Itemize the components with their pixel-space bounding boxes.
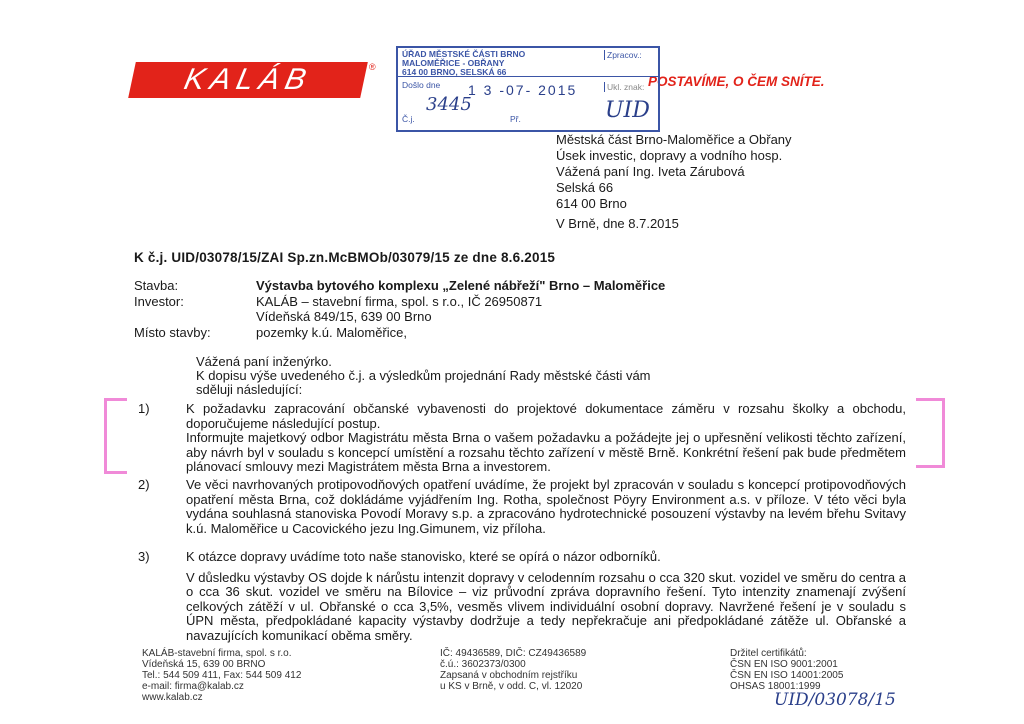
item-paragraph: Ve věci navrhovaných protipovodňových opatření uvádíme, že projekt byl zpracován v souladu s koncepcí protipovodňových opatření města Brna, což dokládáme vyjádřením Ing. Rotha, společnost Pöyry Environment a.s. v příloze. V této věci byla vydána souhlasná stanoviska Povodí Moravy s.p. a zpracováno hydrotechnické posouzení výstavby na levém břehu Svitavy k.ú. Maloměřice u Cacovického jezu Ing.Gimunem, viz příloha. — [186, 477, 906, 536]
highlight-bracket-left — [104, 398, 127, 474]
footer-line: ČSN EN ISO 9001:2001 — [730, 659, 838, 670]
stamp-authority — [402, 50, 598, 77]
investor-value: KALÁB – stavební firma, spol. s r.o., IČ 26950871 — [256, 293, 543, 309]
item-number: 3) — [138, 549, 150, 564]
footer-certificates — [730, 648, 843, 692]
item-paragraph: Informujte majetkový odbor Magistrátu města Brna o vašem požadavku a požádejte jej o upřesnění velikosti těchto zařízení, aby návrh byl v souladu s koncepcí umístění a rozsahu těchto zařízení v městě Brně. Konkrétní řešení pak bude předmětem plánovací smlouvy mezi Magistrátem města Brna a investorem. — [186, 430, 906, 474]
kalab-logo: KALÁB — [128, 62, 368, 98]
footer-line: KALÁB-stavební firma, spol. s r.o. — [142, 648, 292, 659]
handwritten-number: 3445 — [426, 94, 472, 115]
stamp-processor-label: Zpracov.: — [604, 50, 657, 60]
recipient-address — [556, 132, 792, 212]
construction-value: Výstavba bytového komplexu „Zelené nábřeží" Brno – Maloměřice — [256, 278, 666, 293]
site-label: Místo stavby: — [134, 324, 211, 340]
item-paragraph: K otázce dopravy uvádíme toto naše stanovisko, které se opírá o názor odborníků. — [186, 549, 661, 564]
site-row — [134, 325, 665, 341]
reference-line: K č.j. UID/03078/15/ZAI Sp.zn.McBMOb/03079/15 ze dne 8.6.2015 — [134, 250, 556, 265]
stamp-authority-line: 614 00 BRNO, SELSKÁ 66 — [402, 67, 507, 77]
footer-line: ČSN EN ISO 14001:2005 — [730, 670, 844, 681]
letter-date: V Brně, dne 8.7.2015 — [556, 216, 679, 231]
project-meta — [134, 278, 665, 340]
investor-row — [134, 294, 665, 310]
footer-line: Tel.: 544 509 411, Fax: 544 509 412 — [142, 670, 302, 681]
recipient-line: Selská 66 — [556, 180, 614, 195]
stamp-received-date: 1 3 -07- 2015 — [468, 82, 578, 98]
footer-line: IČ: 49436589, DIČ: CZ49436589 — [440, 648, 587, 659]
footer-line: OHSAS 18001:1999 — [730, 681, 821, 692]
highlight-bracket-right — [916, 398, 945, 468]
handwritten-code: UID — [605, 98, 650, 123]
investor-address: Vídeňská 849/15, 639 00 Brno — [256, 309, 432, 324]
greeting-line: K dopisu výše uvedeného č.j. a výsledkům projednání Rady městské části vám — [196, 368, 651, 383]
stamp-authority-line: ÚŘAD MĚSTSKÉ ČÁSTI BRNO — [402, 49, 526, 59]
recipient-line: Městská část Brno-Maloměřice a Obřany — [556, 132, 792, 147]
recipient-line: Vážená paní Ing. Iveta Zárubová — [556, 164, 745, 179]
footer-line: č.ú.: 3602373/0300 — [440, 659, 526, 670]
item-number: 1) — [138, 401, 150, 416]
recipient-line: Úsek investic, dopravy a vodního hosp. — [556, 148, 783, 163]
footer-line: u KS v Brně, v odd. C, vl. 12020 — [440, 681, 583, 692]
footer-website[interactable]: www.kalab.cz — [142, 692, 203, 703]
construction-row — [134, 278, 665, 294]
investor-label: Investor: — [134, 293, 184, 309]
item-text — [186, 402, 906, 475]
greeting — [196, 355, 651, 397]
item-number: 2) — [138, 477, 150, 492]
footer-line: Zapsaná v obchodním rejstříku — [440, 670, 578, 681]
investor-address-row — [134, 309, 665, 325]
item-text — [186, 478, 906, 536]
greeting-line: Vážená paní inženýrko. — [196, 354, 332, 369]
site-value: pozemky k.ú. Maloměřice, — [256, 324, 407, 340]
stamp-authority-line: MALOMĚŘICE - OBŘANY — [402, 58, 505, 68]
construction-label: Stavba: — [134, 278, 179, 293]
stamp-attachments-label: Př. — [510, 114, 521, 124]
stamp-received-label: Došlo dne — [402, 80, 441, 90]
footer-line: Vídeňská 15, 639 00 BRNO — [142, 659, 266, 670]
handwritten-bottom-ref: UID/03078/15 — [774, 690, 896, 710]
company-slogan: POSTAVÍME, O ČEM SNÍTE. — [648, 74, 825, 89]
item-paragraph: V důsledku výstavby OS dojde k nárůstu intenzit dopravy v celodenním rozsahu o cca 320 skut. vozidel ve směru do centra a o cca 36 skut. vozidel ve směru na Bílovice – viz průvodní zpráva dopravního řešení. Tyto intenzity znamenají zvýšení celkových zátěží v ul. Obřanské o cca 3,5%, vesměs vlivem individuální osobní dopravy. Navržené řešení je v souladu s ÚPN města, předpokládané kapacity výstavby dodržuje a tedy nepřekračuje ani předpokládané zátěže ul. Obřanské a navazujících komunikací oběma směry. — [186, 569, 906, 643]
item-text — [186, 550, 906, 643]
stamp-filing-label: Ukl. znak: — [604, 82, 657, 92]
footer-registration — [440, 648, 586, 692]
footer-email[interactable]: e-mail: firma@kalab.cz — [142, 681, 244, 692]
footer-company — [142, 648, 301, 703]
greeting-line: sděluji následující: — [196, 382, 303, 397]
registered-mark: ® — [369, 62, 376, 72]
item-paragraph: K požadavku zapracování občanské vybavenosti do projektové dokumentace záměru v rozsahu školky a obchodu, doporučujeme následující postup. — [186, 401, 906, 431]
stamp-divider — [398, 76, 658, 77]
stamp-ref-label: Č.j. — [402, 114, 415, 124]
recipient-line: 614 00 Brno — [556, 196, 627, 211]
footer-line: Držitel certifikátů: — [730, 648, 807, 659]
